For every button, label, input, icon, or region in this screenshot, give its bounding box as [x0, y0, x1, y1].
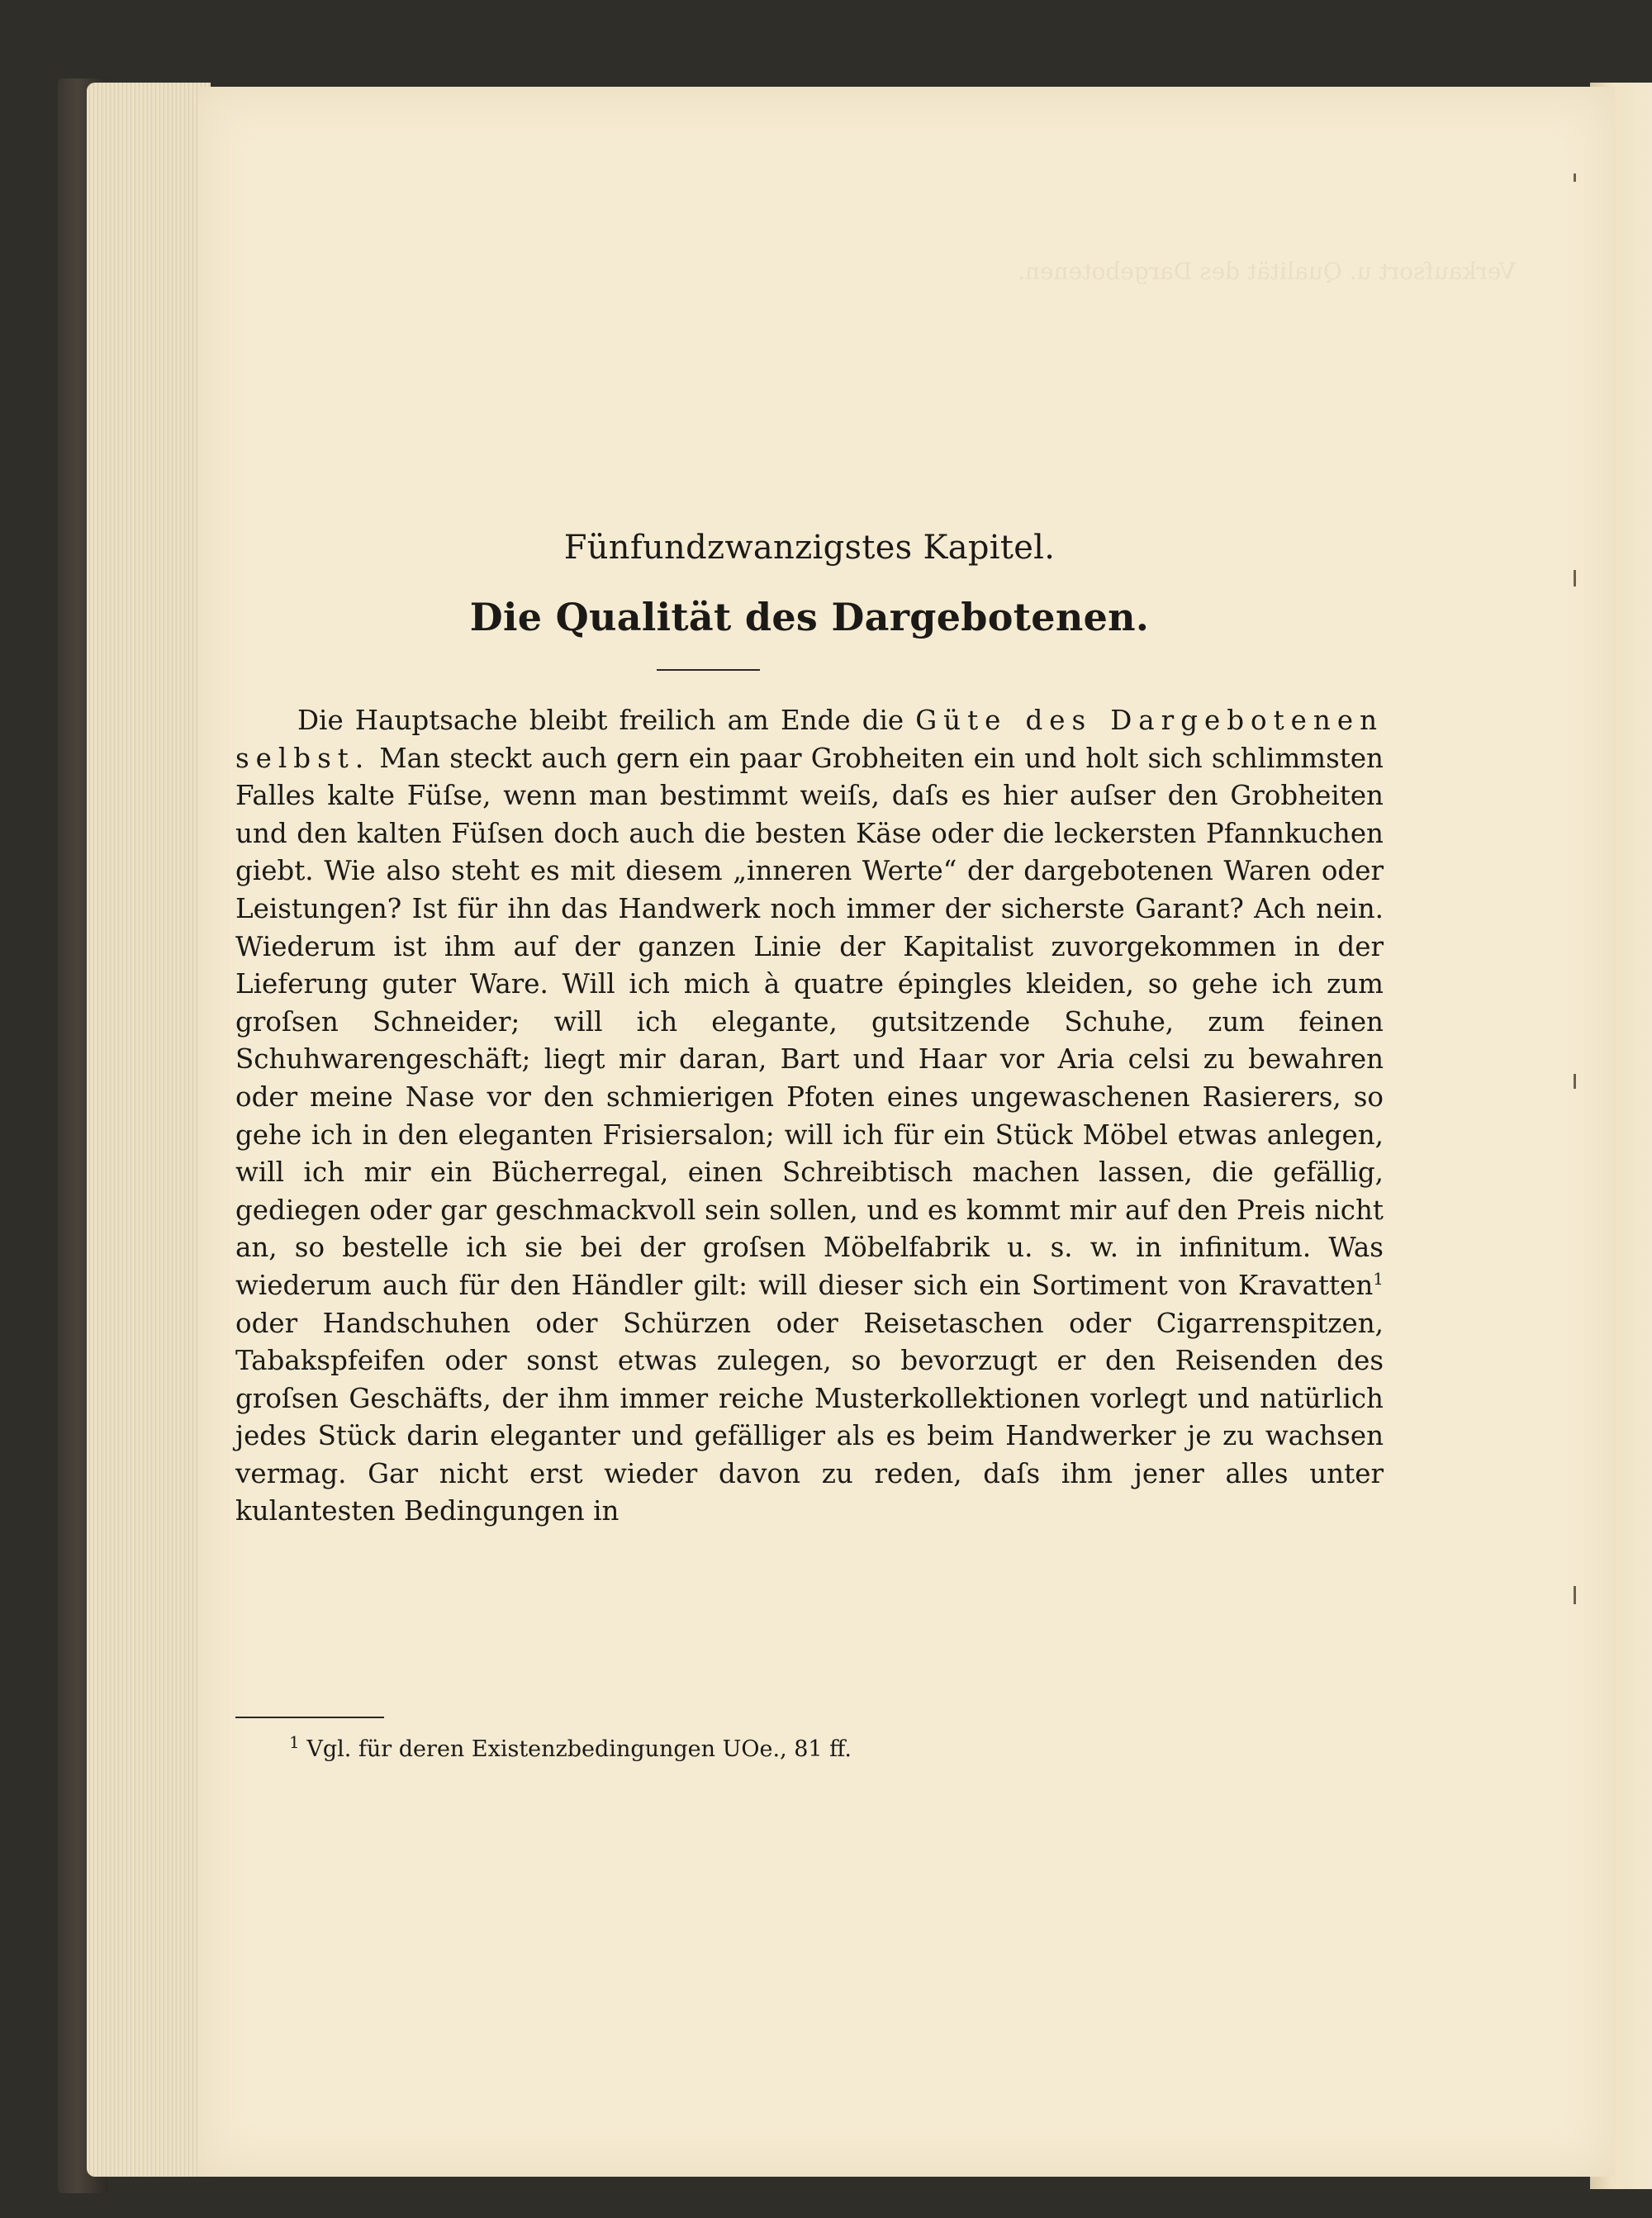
page-stack-edges [87, 83, 211, 2177]
edge-mark [1574, 1074, 1576, 1089]
chapter-number: Fünfundzwanzigstes Kapitel. [563, 529, 1056, 567]
bleed-through-text: Verkaufsort u. Qualität des Dargebotenen. [1018, 258, 1516, 285]
title-divider [657, 669, 760, 671]
body-paragraph [235, 702, 1384, 1531]
paragraph [235, 702, 1384, 1531]
footnote-reference: 1 [1373, 1269, 1384, 1289]
footnote-divider [235, 1717, 384, 1718]
edge-mark [1574, 173, 1576, 182]
body-text-end: oder Handschuhen oder Schürzen oder Reisetaschen oder Cigarrenspitzen, Tabakspfeifen oder sonst etwas zulegen, so bevorzugt er den Reisenden des groſsen Geschäfts, der ihm immer reiche Musterkollektionen vorlegt und natürlich jedes Stück darin eleganter und gefälliger als es beim Handwerker je zu wachsen vermag. Gar nicht erst wieder davon zu reden, daſs ihm jener alles unter kulantesten Bedingungen in [235, 1307, 1384, 1527]
body-text-middle: Man steckt auch gern ein paar Grobheiten ein und holt sich schlimmsten Falles kalte Füſse, wenn man bestimmt weiſs, daſs es hier auſser den Grobheiten und den kalten Füſsen doch auch die besten Käse oder die leckersten Pfannkuchen giebt. Wie also steht es mit diesem „inneren Werte“ der dargebotenen Waren oder Leistungen? Ist für ihn das Handwerk noch immer der sicherste Garant? Ach nein. Wiederum ist ihm auf der ganzen Linie der Kapitalist zuvorgekommen in der Lieferung guter Ware. Will ich mich à quatre épingles kleiden, so gehe ich zum groſsen Schneider; will ich elegante, gutsitzende Schuhe, zum feinen Schuhwarengeschäft; liegt mir daran, Bart und Haar vor Aria celsi zu bewahren oder meine Nase vor den schmierigen Pfoten eines ungewaschenen Rasierers, so gehe ich in den eleganten Frisiersalon; will ich für ein Stück Möbel etwas anlegen, will ich mir ein Bücherregal, einen Schreibtisch machen lassen, die gefällig, gediegen oder gar geschmackvoll sein sollen, und es kommt mir auf den Preis nicht an, so bestelle ich sie bei der groſsen Möbelfabrik u. s. w. in infinitum. Was wiederum auch für den Händler gilt: will dieser sich ein Sortiment von Kravatten [235, 742, 1384, 1301]
edge-mark [1574, 570, 1576, 587]
footnote-mark: 1 [289, 1732, 300, 1752]
spaced-emphasis: Güte des Dargebotenen selbst. [235, 705, 1384, 774]
footnote-text: Vgl. für deren Existenzbedingungen UOe., 81 ff. [299, 1736, 852, 1762]
footnote [235, 1732, 1437, 1764]
edge-mark [1574, 1586, 1576, 1604]
body-text-start: Die Hauptsache bleibt freilich am Ende die [297, 705, 916, 736]
chapter-title: Die Qualität des Dargebotenen. [469, 595, 1150, 639]
